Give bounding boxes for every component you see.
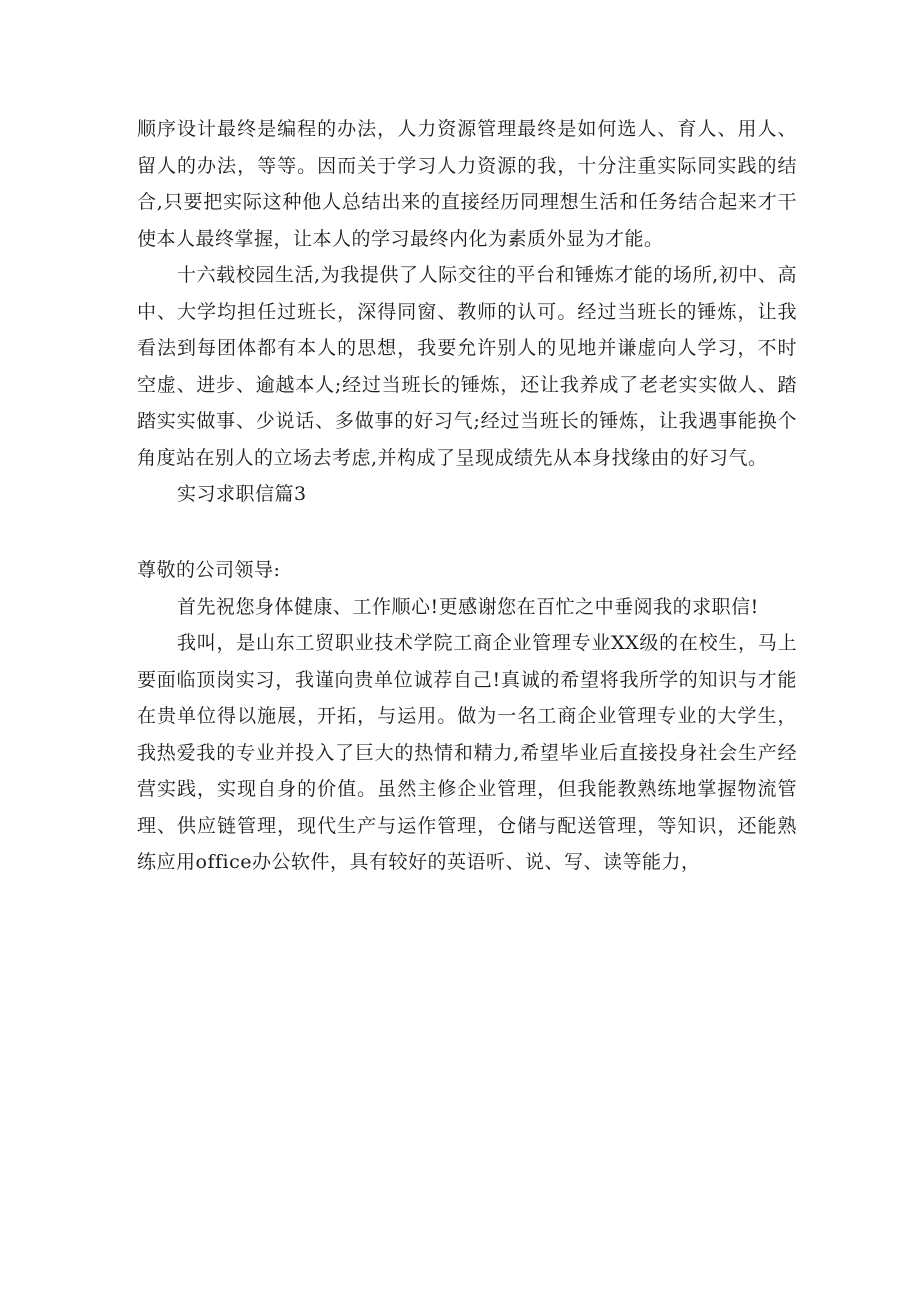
section-heading: 实习求职信篇3 xyxy=(177,483,307,505)
paragraph-campus-life: 十六载校园生活,为我提供了人际交往的平台和锤炼才能的场所,初中、高中、大学均担任过班长，深得同窗、教师的认可。经过当班长的锤炼，让我看法到每团体都有本人的思想，我要允许别人的见地并谦虚向人学习，不时空虚、进步、逾越本人;经过当班长的锤炼，还让我养成了老老实实做人、踏踏实实做事、少说话、多做事的好习气;经过当班长的锤炼，让我遇事能换个角度站在别人的立场去考虑,并构成了呈现成绩先从本身找缘由的好习气。 xyxy=(137,264,797,469)
paragraph-self-introduction: 我叫，是山东工贸职业技术学院工商企业管理专业XX级的在校生，马上要面临顶岗实习，我谨向贵单位诚荐自己!真诚的希望将我所学的知识与才能在贵单位得以施展，开拓，与运用。做为一名工商企业管理专业的大学生，我热爱我的专业并投入了巨大的热情和精力,希望毕业后直接投身社会生产经营实践，实现自身的价值。虽然主修企业管理，但我能教熟练地掌握物流管理、供应链管理，现代生产与运作管理，仓储与配送管理，等知识，还能熟练应用office办公软件，具有较好的英语听、说、写、读等能力， xyxy=(137,632,797,873)
letter-salutation: 尊敬的公司领导: xyxy=(137,559,281,581)
paragraph-greeting: 首先祝您身体健康、工作顺心!更感谢您在百忙之中垂阅我的求职信! xyxy=(177,595,759,618)
paragraph-programming-hr: 顺序设计最终是编程的办法，人力资源管理最终是如何选人、育人、用人、留人的办法，等等。因而关于学习人力资源的我，十分注重实际同实践的结合,只要把实际这种他人总结出来的直接经历同理想生活和任务结合起来才干使本人最终掌握，让本人的学习最终内化为素质外显为才能。 xyxy=(137,118,797,250)
document-body xyxy=(137,111,797,881)
